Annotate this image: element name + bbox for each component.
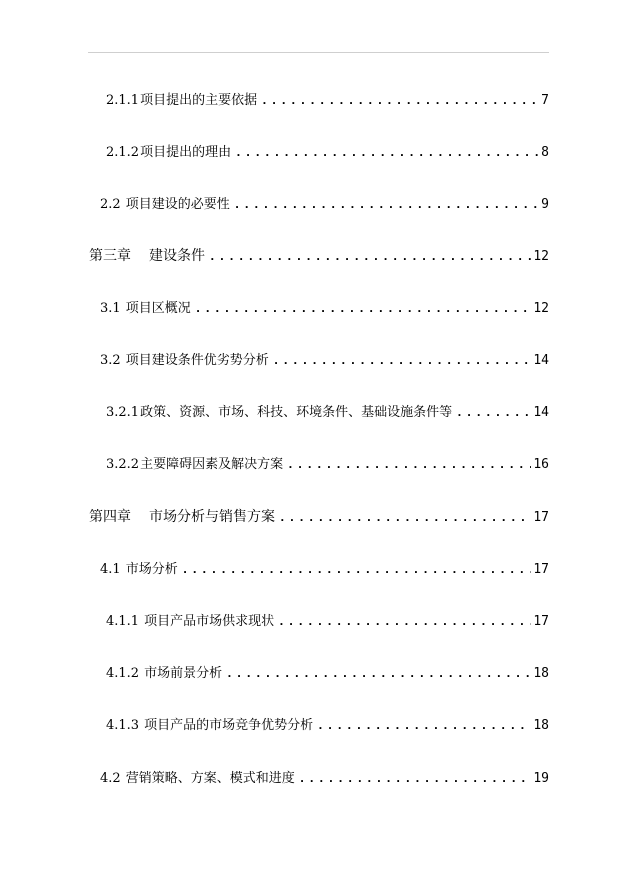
toc-entry-2-1-1[interactable] [0, 91, 549, 111]
toc-leader-dots [182, 560, 532, 580]
toc-page-number: 18 [533, 666, 549, 681]
toc-title: 项目产品市场供求现状 [144, 614, 275, 629]
toc-entry-chapter-4[interactable] [0, 507, 549, 527]
toc-entry-4-2[interactable] [0, 769, 549, 789]
toc-title: 市场前景分析 [144, 666, 223, 681]
toc-number: 2.1.2 [106, 145, 140, 160]
toc-page-number: 16 [533, 457, 549, 472]
toc-title: 市场分析与销售方案 [149, 509, 275, 525]
toc-entry-3-2-2[interactable] [0, 455, 549, 475]
toc-leader-dots [299, 769, 532, 789]
toc-entry-4-1-2[interactable] [0, 664, 549, 684]
toc-page-number: 12 [533, 301, 549, 316]
toc-page-number: 17 [533, 510, 549, 525]
toc-page-number: 18 [533, 718, 549, 733]
toc-leader-dots [226, 664, 531, 684]
toc-page-number: 14 [533, 353, 549, 368]
toc-title: 政策、资源、市场、科技、环境条件、基础设施条件等 [140, 405, 453, 420]
toc-number: 4.1 [100, 562, 121, 577]
toc-leader-dots [261, 91, 539, 111]
toc-chapter-number: 第三章 [89, 248, 131, 264]
toc-number: 3.1 [100, 301, 121, 316]
toc-title: 项目建设条件优劣势分析 [125, 353, 269, 368]
toc-entry-3-1[interactable] [0, 299, 549, 319]
toc-title: 项目建设的必要性 [125, 197, 230, 212]
toc-entry-4-1-3[interactable] [0, 716, 549, 736]
toc-page-number: 17 [533, 614, 549, 629]
toc-leader-dots [234, 195, 539, 215]
toc-number: 3.2 [100, 353, 121, 368]
toc-entry-3-2-1[interactable] [0, 403, 549, 423]
toc-number: 4.2 [100, 771, 121, 786]
toc-entry-4-1-1[interactable] [0, 612, 549, 632]
toc-number: 4.1.1 [106, 614, 140, 629]
toc-leader-dots [273, 351, 532, 371]
toc-page-number: 12 [533, 249, 549, 264]
toc-entry-3-2[interactable] [0, 351, 549, 371]
toc-leader-dots [456, 403, 531, 423]
toc-page-number: 14 [533, 405, 549, 420]
toc-number: 2.2 [100, 197, 121, 212]
toc-number: 4.1.2 [106, 666, 140, 681]
toc-entry-chapter-3[interactable] [0, 246, 549, 266]
toc-number: 3.2.2 [106, 457, 140, 472]
toc-title: 市场分析 [125, 562, 178, 577]
toc-number: 4.1.3 [106, 718, 140, 733]
toc-leader-dots [195, 299, 532, 319]
toc-entry-4-1[interactable] [0, 560, 549, 580]
toc-title: 项目产品的市场竞争优势分析 [144, 718, 314, 733]
toc-leader-dots [287, 455, 531, 475]
header-rule [88, 52, 549, 53]
toc-title: 建设条件 [149, 248, 205, 264]
toc-page-number: 17 [533, 562, 549, 577]
toc-title: 主要障碍因素及解决方案 [140, 457, 284, 472]
toc-chapter-number: 第四章 [89, 509, 131, 525]
toc-entry-2-1-2[interactable] [0, 143, 549, 163]
toc-number: 3.2.1 [106, 405, 140, 420]
toc-number: 2.1.1 [106, 93, 140, 108]
toc-entry-2-2[interactable] [0, 195, 549, 215]
toc-title: 项目区概况 [125, 301, 191, 316]
toc-leader-dots [278, 612, 531, 632]
toc-title: 项目提出的主要依据 [140, 93, 258, 108]
toc-leader-dots [209, 247, 531, 267]
toc-page-number: 9 [541, 197, 549, 212]
toc-leader-dots [235, 143, 539, 163]
toc-page-number: 19 [533, 771, 549, 786]
toc-leader-dots [279, 508, 531, 528]
toc-title: 项目提出的理由 [140, 145, 232, 160]
toc-leader-dots [317, 716, 531, 736]
toc-page-number: 8 [541, 145, 549, 160]
toc-title: 营销策略、方案、模式和进度 [125, 771, 295, 786]
toc-page-number: 7 [541, 93, 549, 108]
